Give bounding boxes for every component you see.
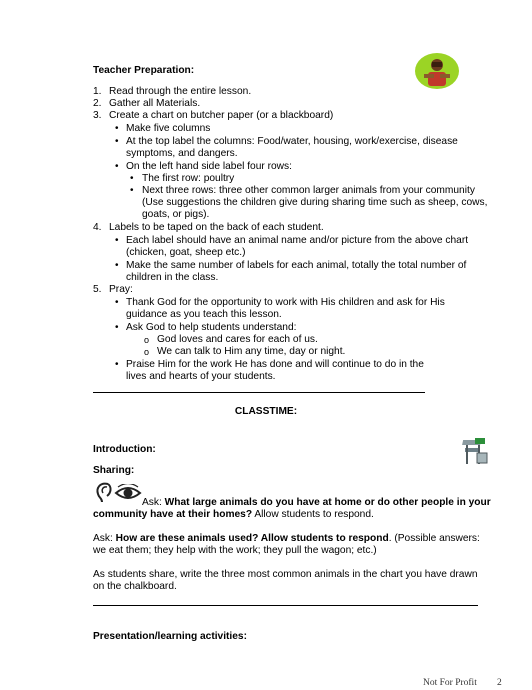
bullet: • xyxy=(130,185,134,196)
bullet: • xyxy=(115,297,119,308)
question-bold: community have at their homes? xyxy=(93,509,253,520)
list-number: 5. xyxy=(93,284,102,295)
prep-step-3-bullet: Make five columns xyxy=(126,123,211,134)
prep-step-5-subbullet: We can talk to Him any time, day or night. xyxy=(157,346,346,357)
bullet: • xyxy=(115,235,119,246)
prep-step-4-bullet-cont: (chicken, goat, sheep etc.) xyxy=(126,247,246,258)
question-instruction: Allow students to respond. xyxy=(252,509,374,520)
list-number: 2. xyxy=(93,98,102,109)
bullet: • xyxy=(115,123,119,134)
list-number: 3. xyxy=(93,110,102,121)
sharing-heading: Sharing: xyxy=(93,465,135,476)
ask-label: Ask: xyxy=(93,533,116,544)
prep-step-4-bullet: Each label should have an animal name and/or picture from the above chart xyxy=(126,235,469,246)
question-instruction: . (Possible answers: xyxy=(388,533,480,544)
prep-step-4-bullet: Make the same number of labels for each animal, totally the total number of xyxy=(126,260,467,271)
prep-step-4: Labels to be taped on the back of each student. xyxy=(109,222,324,233)
prep-step-4-bullet-cont: children in the class. xyxy=(126,272,219,283)
ask-question-2-cont: we eat them; they help with the work; they pull the wagon; etc.) xyxy=(93,545,377,556)
list-number: 4. xyxy=(93,222,102,233)
teacher-praying-icon xyxy=(414,52,460,90)
sharing-instruction: As students share, write the three most common animals in the chart you have drawn xyxy=(93,569,478,580)
presentation-heading: Presentation/learning activities: xyxy=(93,631,247,642)
bullet: • xyxy=(115,136,119,147)
classtime-heading: CLASSTIME: xyxy=(234,406,298,417)
prep-step-5-subbullet: God loves and cares for each of us. xyxy=(157,334,318,345)
prep-step-5-bullet-cont: guidance as you teach this lesson. xyxy=(126,309,282,320)
bullet: • xyxy=(130,173,134,184)
page-number: 2 xyxy=(497,678,502,688)
prep-step-3-subbullet-cont: (Use suggestions the children give during sharing time such as sheep, cows, xyxy=(142,197,488,208)
prep-step-3-subbullet: Next three rows: three other common larger animals from your community xyxy=(142,185,475,196)
bullet: • xyxy=(115,359,119,370)
prep-step-3-subbullet: The first row: poultry xyxy=(142,173,235,184)
circle-bullet: o xyxy=(144,347,150,357)
section-divider xyxy=(93,392,425,393)
prep-step-5-bullet: Thank God for the opportunity to work with His children and ask for His xyxy=(126,297,445,308)
prep-step-5: Pray: xyxy=(109,284,133,295)
introduction-heading: Introduction: xyxy=(93,444,156,455)
bullet: • xyxy=(115,322,119,333)
prep-step-1: Read through the entire lesson. xyxy=(109,86,252,97)
ask-label: Ask: xyxy=(142,497,165,508)
sharing-instruction-cont: on the chalkboard. xyxy=(93,581,177,592)
question-bold: What large animals do you have at home or do other people in your xyxy=(164,497,491,508)
prep-step-3-subbullet-cont: goats, or pigs). xyxy=(142,209,210,220)
ask-question-1-cont xyxy=(93,509,374,522)
prep-step-3: Create a chart on butcher paper (or a blackboard) xyxy=(109,110,334,121)
prep-step-5-bullet-cont: lives and hearts of your students. xyxy=(126,371,276,382)
eye-icon xyxy=(114,484,142,502)
bullet: • xyxy=(115,260,119,271)
school-desk-icon xyxy=(461,436,489,466)
question-bold: How are these animals used? Allow students to respond xyxy=(115,533,389,544)
prep-step-5-bullet: Ask God to help students understand: xyxy=(126,322,297,333)
prep-step-5-bullet: Praise Him for the work He has done and will continue to do in the xyxy=(126,359,424,370)
circle-bullet: o xyxy=(144,335,150,345)
ask-question-2 xyxy=(93,533,480,546)
prep-heading: Teacher Preparation: xyxy=(93,65,195,76)
prep-step-2: Gather all Materials. xyxy=(109,98,201,109)
list-number: 1. xyxy=(93,86,102,97)
ear-icon xyxy=(93,480,115,504)
ask-question-1 xyxy=(142,497,491,510)
prep-step-3-bullet-cont: symptoms, and dangers. xyxy=(126,148,238,159)
prep-step-3-bullet: On the left hand side label four rows: xyxy=(126,161,292,172)
footer-text: Not For Profit xyxy=(423,678,477,688)
section-divider xyxy=(93,605,478,606)
bullet: • xyxy=(115,161,119,172)
prep-step-3-bullet: At the top label the columns: Food/water, housing, work/exercise, disease xyxy=(126,136,458,147)
